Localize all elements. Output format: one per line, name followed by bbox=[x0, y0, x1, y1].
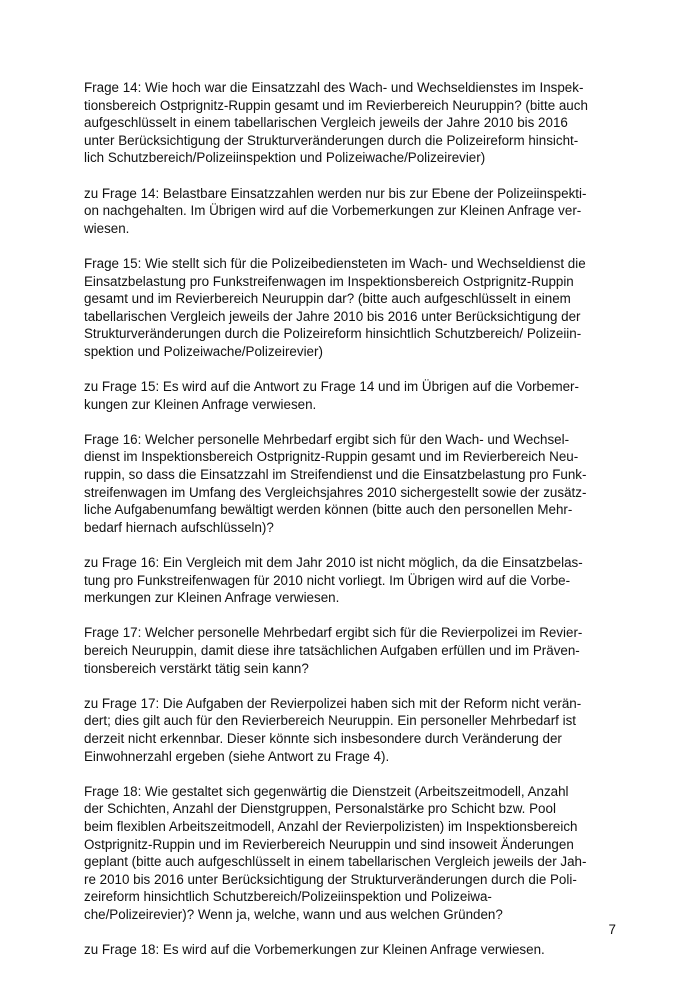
page-number: 7 bbox=[608, 922, 616, 937]
question-15: Frage 15: Wie stellt sich für die Polizeibediensteten im Wach- und Wechseldienst die Einsatzbelastung pro Funkstreifenwagen im Inspektionsbereich Ostprignitz-Ruppin gesamt und im Revierbereich Neuruppin dar? (bitte auch aufgeschlüsselt in einem tabellarischen Vergleich jeweils der Jahre 2010 bis 2016 unter Berücksichtigung der Strukturveränderungen durch die Polizeireform hinsichtlich Schutzbereich/ Polizeiin- spektion und Polizeiwache/Polizeirevier) bbox=[84, 255, 586, 359]
answer-15: zu Frage 15: Es wird auf die Antwort zu Frage 14 und im Übrigen auf die Vorbemer- kungen zur Kleinen Anfrage verwiesen. bbox=[84, 379, 579, 412]
answer-17: zu Frage 17: Die Aufgaben der Revierpolizei haben sich mit der Reform nicht verän- dert; dies gilt auch für den Revierbereich Neuruppin. Ein personeller Mehrbedarf ist derzeit nicht erkennbar. Dieser könnte sich insbesondere durch Veränderung der Einwohnerzahl ergeben (siehe Antwort zu Frage 4). bbox=[84, 695, 582, 764]
question-16: Frage 16: Welcher personelle Mehrbedarf ergibt sich für den Wach- und Wechsel- dienst im Inspektionsbereich Ostprignitz-Ruppin gesamt und im Revierbereich Neu- ruppin, so dass die Einsatzzahl im Streifendienst und die Einsatzbelastung pro Funk- streifenwagen im Umfang des Vergleichsjahres 2010 sichergestellt sowie der zusätz- liche Aufgabenumfang bewältigt werden können (bitte auch den personellen Mehr- bedarf hiernach aufschlüsseln)? bbox=[84, 431, 587, 535]
question-14: Frage 14: Wie hoch war die Einsatzzahl des Wach- und Wechseldienstes im Inspek- tionsbereich Ostprignitz-Ruppin gesamt und im Revierbereich Neuruppin? (bitte auch aufgeschlüsselt in einem tabellarischen Vergleich jeweils der Jahre 2010 bis 2016 unter Berücksichtigung der Strukturveränderungen durch die Polizeireform hinsicht- lich Schutzbereich/Polizeiinspektion und Polizeiwache/Polizeirevier) bbox=[84, 80, 588, 166]
question-18: Frage 18: Wie gestaltet sich gegenwärtig die Dienstzeit (Arbeitszeitmodell, Anzahl der Schichten, Anzahl der Dienstgruppen, Personalstärke pro Schicht bzw. Pool beim flexiblen Arbeitszeitmodell, Anzahl der Revierpolizisten) im Inspektionsbereich Ostprignitz-Ruppin und im Revierbereich Neuruppin und sind insoweit Änderungen geplant (bitte auch aufgeschlüsselt in einem tabellarischen Vergleich jeweils der Jah- re 2010 bis 2016 unter Berücksichtigung der Strukturveränderungen durch die Poli- zeireform hinsichtlich Schutzbereich/Polizeiinspektion und Polizeiwa- che/Polizeirevier)? Wenn ja, welche, wann und aus welchen Gründen? bbox=[84, 783, 587, 922]
answer-18: zu Frage 18: Es wird auf die Vorbemerkungen zur Kleinen Anfrage verwiesen. bbox=[84, 942, 545, 958]
document-body bbox=[84, 79, 614, 976]
answer-14: zu Frage 14: Belastbare Einsatzzahlen werden nur bis zur Ebene der Polizeiinspekti- on nachgehalten. Im Übrigen wird auf die Vorbemerkungen zur Kleinen Anfrage ver- wiesen. bbox=[84, 185, 587, 236]
answer-16: zu Frage 16: Ein Vergleich mit dem Jahr 2010 ist nicht möglich, da die Einsatzbelas- tung pro Funkstreifenwagen für 2010 nicht vorliegt. Im Übrigen wird auf die Vorbe- merkungen zur Kleinen Anfrage verwiesen. bbox=[84, 555, 583, 606]
question-17: Frage 17: Welcher personelle Mehrbedarf ergibt sich für die Revierpolizei im Revier- bereich Neuruppin, damit diese ihre tatsächlichen Aufgaben erfüllen und im Präven- tionsbereich verstärkt tätig sein kann? bbox=[84, 625, 583, 676]
